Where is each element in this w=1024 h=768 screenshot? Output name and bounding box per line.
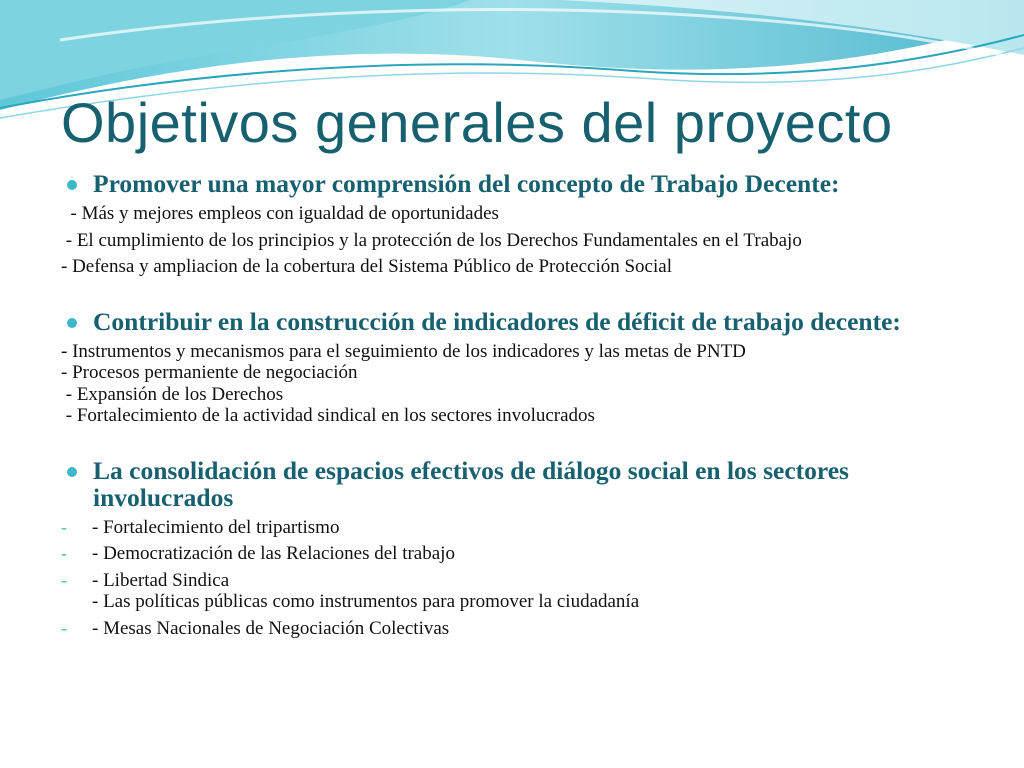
slide-body: [61, 170, 991, 639]
dash-list-item: [61, 570, 991, 613]
objective-heading: La consolidación de espacios efectivos de diálogo social en los sectores involucrados: [93, 455, 849, 512]
dash-item-text: - Libertad Sindica: [92, 569, 230, 591]
dash-marker: -: [61, 543, 67, 563]
dash-marker: -: [61, 516, 67, 537]
dash-marker: -: [61, 569, 67, 590]
dash-list-item: [61, 618, 991, 640]
detail-line: - Defensa y ampliacion de la cobertura del Sistema Público de Protección Social: [61, 256, 672, 277]
objective-1-details: [61, 203, 991, 278]
detail-line: - Fortalecimiento de la actividad sindical en los sectores involucrados: [61, 405, 595, 426]
objective-3: [61, 457, 991, 511]
dash-list-item: [61, 517, 991, 539]
bullet-dot-icon: [67, 318, 77, 328]
dash-list-item: [61, 543, 991, 565]
dash-item-text: - Fortalecimiento del tripartismo: [92, 516, 340, 538]
bullet-dot-icon: [67, 180, 77, 190]
detail-line: - Procesos permaniente de negociación: [61, 362, 358, 383]
objective-1: [61, 170, 991, 197]
objective-heading: Promover una mayor comprensión del concepto de Trabajo Decente:: [93, 169, 840, 198]
objective-2-details: [61, 341, 991, 427]
objective-2: [61, 308, 991, 335]
slide-title: Objetivos generales del proyecto: [61, 91, 893, 154]
dash-item-text: - Democratización de las Relaciones del trabajo: [92, 543, 455, 564]
objective-3-details: [61, 517, 991, 640]
detail-line: - Instrumentos y mecanismos para el seguimiento de los indicadores y las metas de PNTD: [61, 340, 746, 362]
detail-line: - Expansión de los Derechos: [61, 383, 284, 405]
bullet-dot-icon: [67, 467, 77, 477]
detail-line: - El cumplimiento de los principios y la protección de los Derechos Fundamentales en el Trabajo: [61, 229, 802, 251]
dash-item-text: - Las políticas públicas como instrumentos para promover la ciudadanía: [92, 591, 640, 612]
detail-line: - Más y mejores empleos con igualdad de oportunidades: [61, 203, 499, 224]
dash-marker: -: [61, 617, 67, 638]
dash-item-text: - Mesas Nacionales de Negociación Colectivas: [92, 617, 450, 639]
objective-heading: Contribuir en la construcción de indicadores de déficit de trabajo decente:: [93, 306, 901, 336]
